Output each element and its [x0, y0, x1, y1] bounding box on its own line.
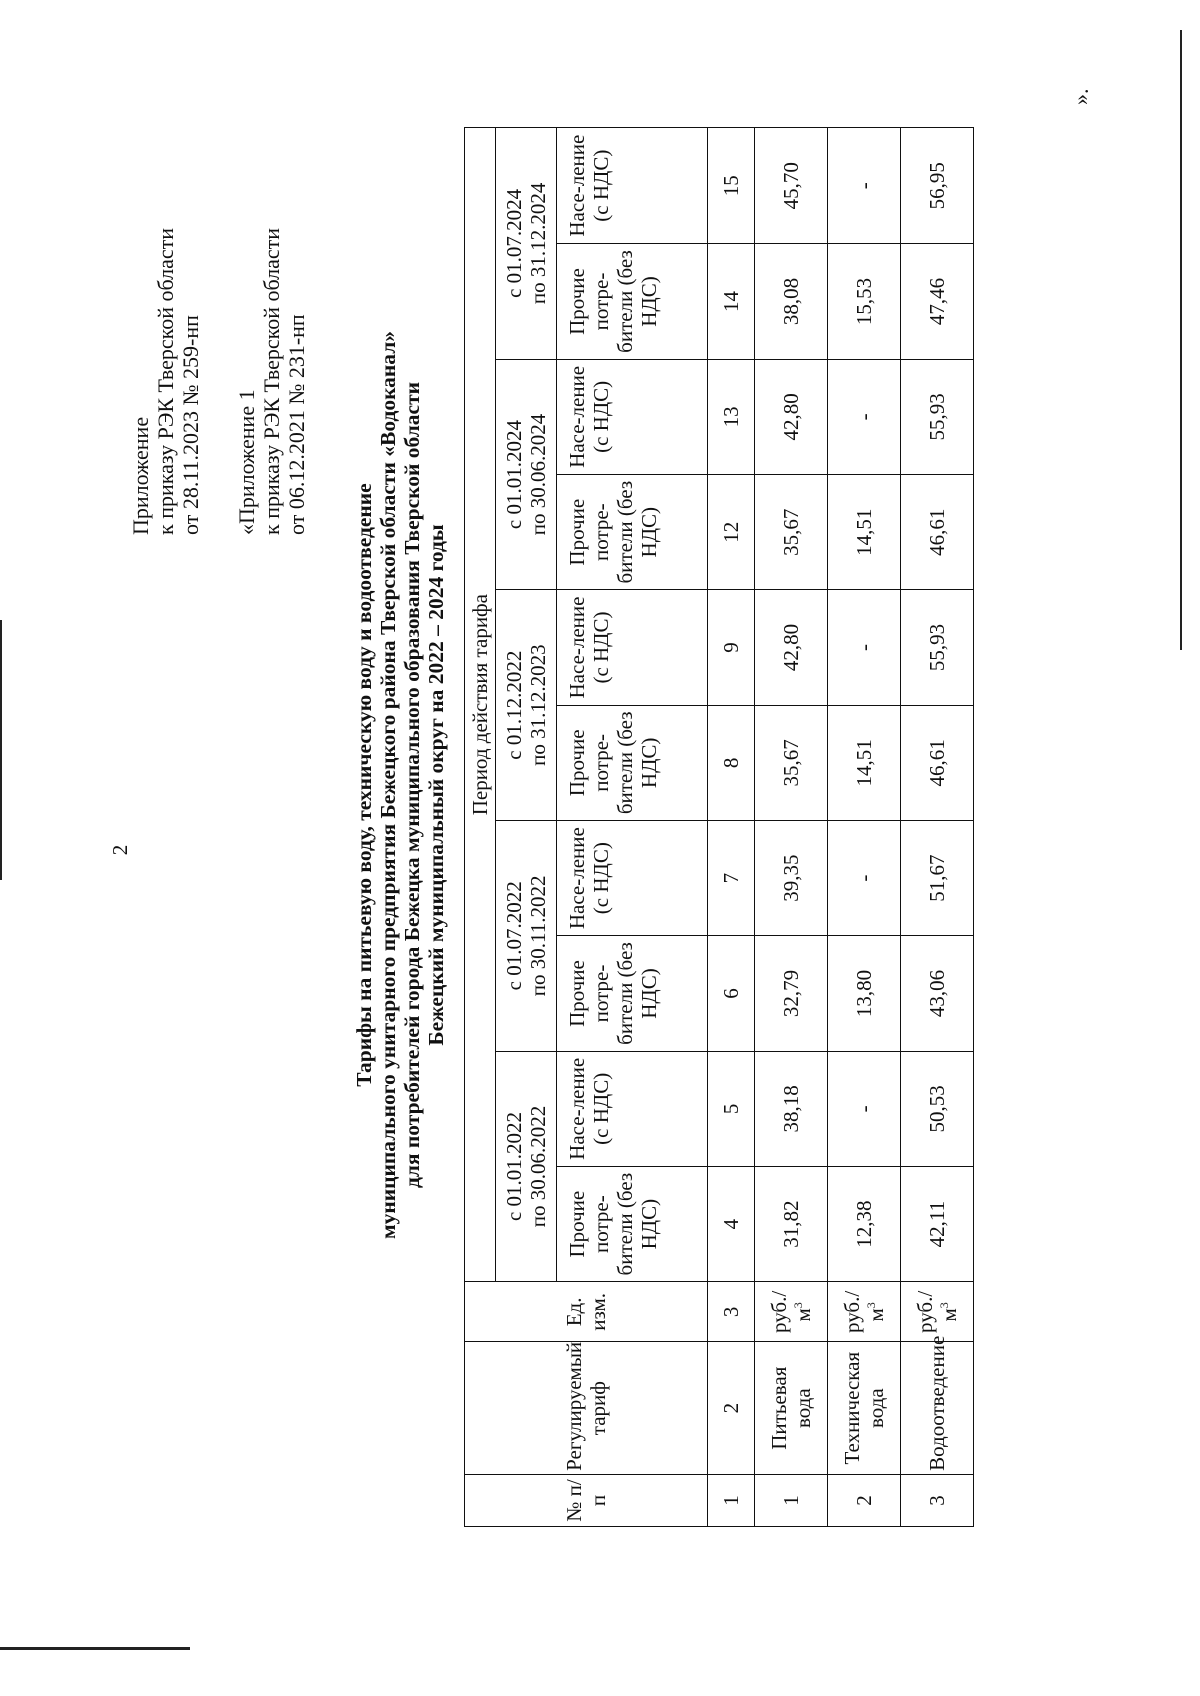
column-number: 15 — [708, 128, 755, 244]
header-unit: Ед. изм. — [465, 1282, 708, 1342]
tariff-value: 38,18 — [755, 1051, 828, 1166]
tariff-value: - — [828, 128, 901, 244]
header-period: Период действия тарифа — [465, 128, 496, 1282]
period-header — [496, 1051, 557, 1282]
scan-edge-line — [0, 620, 2, 880]
row-tariff-name: Техническая вода — [828, 1342, 901, 1474]
subheader-population: Насе-ление (с НДС) — [557, 359, 708, 474]
subheader-population: Насе-ление (с НДС) — [557, 128, 708, 244]
table-row — [901, 128, 974, 1527]
tariff-value: 51,67 — [901, 821, 974, 936]
tariff-value: 12,38 — [828, 1166, 901, 1281]
column-number: 6 — [708, 936, 755, 1051]
scan-edge-line — [1180, 30, 1182, 650]
period-header — [496, 128, 557, 360]
header-number: № п/п — [465, 1474, 708, 1526]
row-unit: $руб./м^3$ — [901, 1282, 974, 1342]
tariff-value: 35,67 — [755, 475, 828, 590]
appendix-line: Приложение — [128, 416, 153, 535]
tariff-table — [464, 127, 974, 1527]
subheader-population: Насе-ление (с НДС) — [557, 1051, 708, 1166]
column-number: 7 — [708, 821, 755, 936]
row-tariff-name: Питьевая вода — [755, 1342, 828, 1474]
tariff-value: 46,61 — [901, 475, 974, 590]
tariff-value: - — [828, 821, 901, 936]
column-number: 2 — [708, 1342, 755, 1474]
column-number: 3 — [708, 1282, 755, 1342]
tariff-value: 14,51 — [828, 475, 901, 590]
page-number: 2 — [108, 844, 132, 856]
tariff-value: 42,11 — [901, 1166, 974, 1281]
tariff-value: 42,80 — [755, 359, 828, 474]
column-number: 4 — [708, 1166, 755, 1281]
previous-appendix-header — [234, 75, 309, 535]
subheader-other: Прочие потре-бители (без НДС) — [557, 475, 708, 590]
tariff-value: 39,35 — [755, 821, 828, 936]
column-number: 12 — [708, 475, 755, 590]
rotated-document-sheet — [128, 25, 1108, 1545]
subheader-other: Прочие потре-бители (без НДС) — [557, 1166, 708, 1281]
tariff-value: 38,08 — [755, 244, 828, 359]
tariff-value: 47,46 — [901, 244, 974, 359]
table-row — [755, 128, 828, 1527]
column-number: 1 — [708, 1474, 755, 1526]
period-from: с 01.01.2024 — [502, 419, 526, 530]
column-number: 5 — [708, 1051, 755, 1166]
period-to: по 30.06.2022 — [526, 1105, 550, 1228]
tariff-value: 32,79 — [755, 936, 828, 1051]
period-to: по 30.11.2022 — [526, 875, 550, 997]
appendix-header — [128, 75, 203, 535]
period-to: по 30.06.2024 — [526, 413, 550, 536]
tariff-value: 35,67 — [755, 705, 828, 820]
tariff-value: 31,82 — [755, 1166, 828, 1281]
title-line: муниципального унитарного предприятия Бежецкого района Тверской области «Водоканал» — [376, 330, 400, 1240]
subheader-population: Насе-ление (с НДС) — [557, 821, 708, 936]
closing-quote-mark: ». — [1068, 88, 1093, 105]
period-from: с 01.01.2022 — [502, 1111, 526, 1222]
period-from: с 01.07.2024 — [502, 188, 526, 298]
title-line: Тарифы на питьевую воду, техническую воду и водоотведение — [352, 483, 376, 1087]
tariff-value: 55,93 — [901, 359, 974, 474]
tariff-value: 42,80 — [755, 590, 828, 705]
document-title — [352, 25, 448, 1545]
row-number: 2 — [828, 1474, 901, 1526]
tariff-value: 46,61 — [901, 705, 974, 820]
subheader-other: Прочие потре-бители (без НДС) — [557, 705, 708, 820]
period-header — [496, 359, 557, 590]
appendix-line: от 06.12.2021 № 231-нп — [284, 314, 309, 535]
subheader-other: Прочие потре-бители (без НДС) — [557, 244, 708, 359]
period-from: с 01.07.2022 — [502, 881, 526, 991]
title-line: для потребителей города Бежецка муниципального образования Тверской области — [400, 381, 424, 1189]
tariff-value: 43,06 — [901, 936, 974, 1051]
tariff-value: 55,93 — [901, 590, 974, 705]
scan-edge-line — [0, 1647, 190, 1650]
period-from: с 01.12.2022 — [502, 650, 526, 760]
tariff-value: 13,80 — [828, 936, 901, 1051]
tariff-value: 45,70 — [755, 128, 828, 244]
title-line: Бежецкий муниципальный округ на 2022 – 2024 годы — [424, 524, 448, 1046]
tariff-value: - — [828, 1051, 901, 1166]
period-header — [496, 821, 557, 1052]
period-to: по 31.12.2024 — [526, 182, 550, 305]
tariff-value: 14,51 — [828, 705, 901, 820]
tariff-value: 50,53 — [901, 1051, 974, 1166]
appendix-line: к приказу РЭК Тверской области — [259, 227, 284, 535]
subheader-other: Прочие потре-бители (без НДС) — [557, 936, 708, 1051]
column-number: 13 — [708, 359, 755, 474]
column-number: 9 — [708, 590, 755, 705]
column-number: 8 — [708, 705, 755, 820]
appendix-line: «Приложение 1 — [234, 389, 259, 535]
tariff-value: 56,95 — [901, 128, 974, 244]
row-number: 1 — [755, 1474, 828, 1526]
appendix-line: к приказу РЭК Тверской области — [153, 227, 178, 535]
period-header — [496, 590, 557, 821]
tariff-value: - — [828, 359, 901, 474]
period-to: по 31.12.2023 — [526, 644, 550, 766]
column-number: 14 — [708, 244, 755, 359]
header-tariff: Регулируемый тариф — [465, 1342, 708, 1474]
row-number: 3 — [901, 1474, 974, 1526]
appendix-line: от 28.11.2023 № 259-нп — [178, 315, 203, 535]
row-unit: $руб./м^3$ — [755, 1282, 828, 1342]
row-unit: $руб./м^3$ — [828, 1282, 901, 1342]
row-tariff-name: Водоотведение — [901, 1342, 974, 1474]
tariff-value: - — [828, 590, 901, 705]
subheader-population: Насе-ление (с НДС) — [557, 590, 708, 705]
tariff-value: 15,53 — [828, 244, 901, 359]
table-row — [828, 128, 901, 1527]
